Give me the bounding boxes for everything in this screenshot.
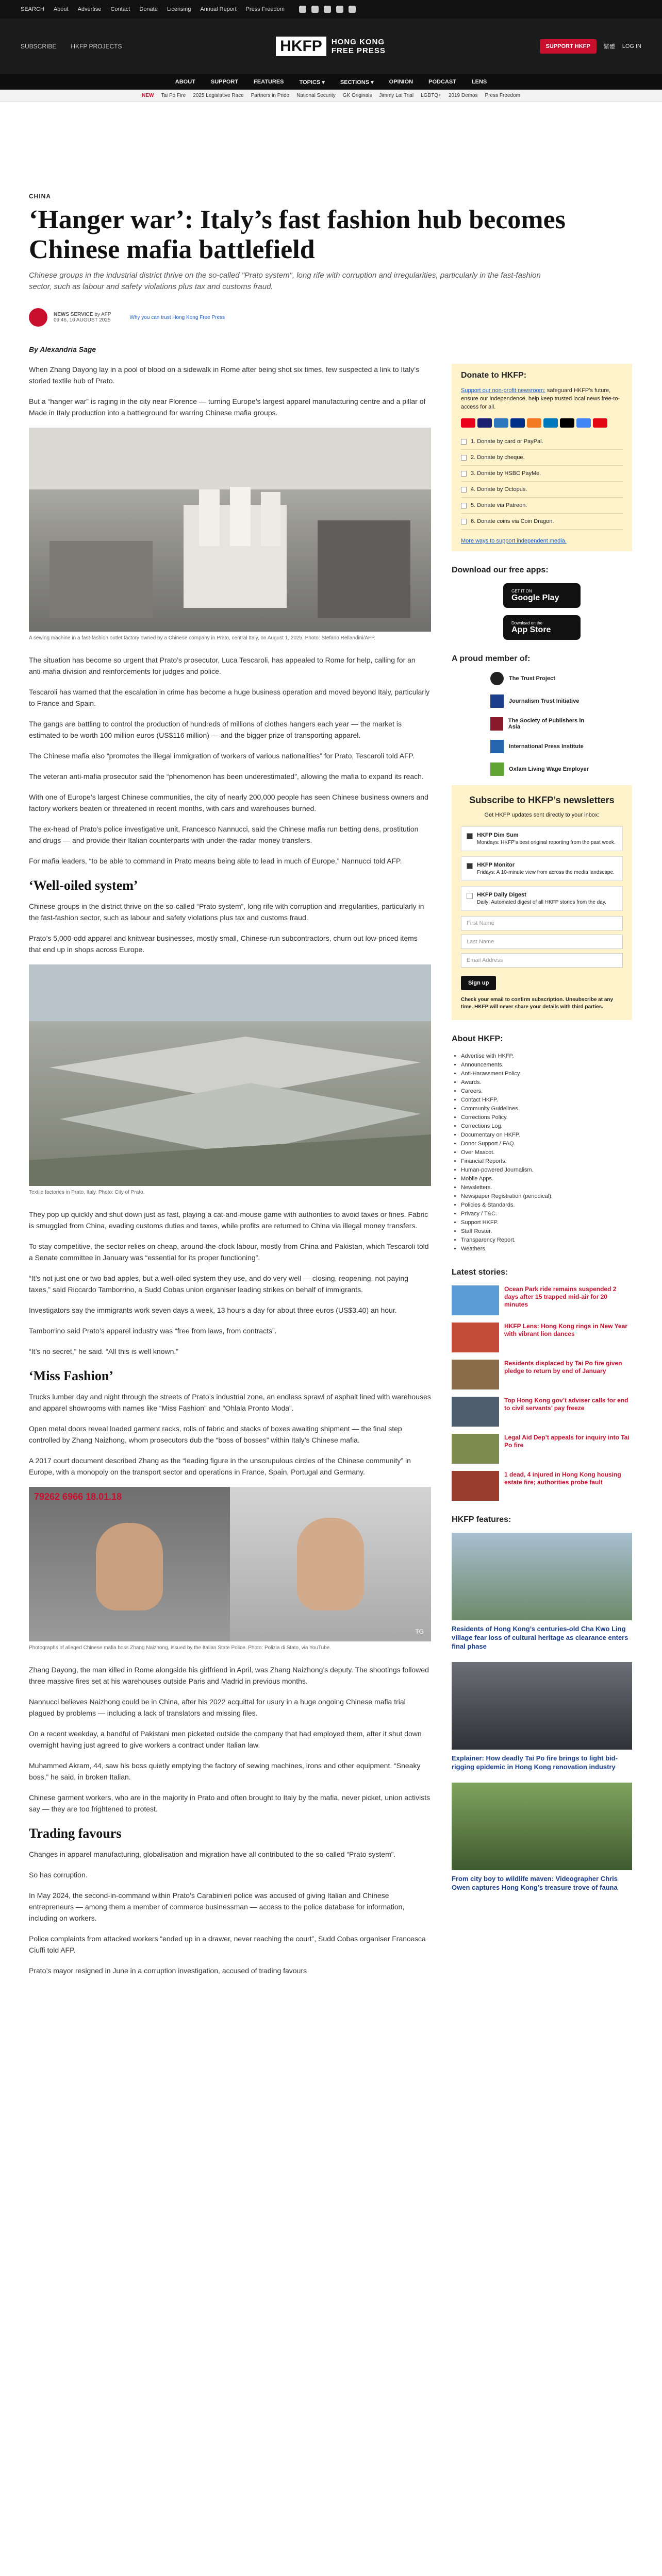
latest-story[interactable] xyxy=(452,1323,632,1352)
paragraph: The ex-head of Prato’s police investigative unit, Francesco Nannucci, said the Chinese mafia run betting dens, prostitution and drugs — and provide their Italian counterparts with under-the-radar money transfers. xyxy=(29,825,419,844)
story-thumbnail xyxy=(452,1434,499,1464)
youtube-icon[interactable] xyxy=(336,6,343,13)
about-link[interactable]: • Awards. xyxy=(461,1078,632,1087)
paragraph: So has corruption. xyxy=(29,1871,88,1879)
member-label: Journalism Trust Initiative xyxy=(509,698,580,704)
contact-link[interactable]: Contact xyxy=(110,6,130,12)
paragraph: In May 2024, the second-in-command within Prato’s Carabinieri police was accused of giving Italian and Chinese entrepreneurs — among them a member of commerce businessman — access to the police database for information, including on workers. xyxy=(29,1891,405,1922)
newsletter-title: Subscribe to HKFP’s newsletters xyxy=(469,795,615,805)
article-title: ‘Hanger war’: Italy’s fast fashion hub becomes Chinese mafia battlefield xyxy=(29,205,566,264)
checkbox-icon[interactable] xyxy=(467,833,473,839)
features-title: HKFP features: xyxy=(452,1515,511,1524)
paragraph: Tescaroli has warned that the escalation in crime has become a huge business operation and moved beyond Italy, particularly to France and Spain. xyxy=(29,688,430,707)
paragraph: Changes in apparel manufacturing, globalisation and migration have all contributed to the so-called “Prato system”. xyxy=(29,1850,396,1858)
newsletter-box xyxy=(452,785,632,1020)
agency: by AFP xyxy=(94,312,111,317)
photo-caption: Photographs of alleged Chinese mafia boss Zhang Naizhong, issued by the Italian State Police. Photo: Polizia di Stato, via YouTube. xyxy=(29,1645,332,1651)
about-link[interactable]: • Transparency Report. xyxy=(461,1236,632,1245)
donate-option[interactable] xyxy=(461,498,623,514)
logo-line2: FREE PRESS xyxy=(331,46,386,55)
donate-option-label: 4. Donate by Octopus. xyxy=(471,486,527,493)
login-link[interactable]: LOG IN xyxy=(622,43,641,49)
donate-title: Donate to HKFP: xyxy=(461,371,527,380)
advertise-link[interactable]: Advertise xyxy=(77,6,102,12)
email-input[interactable]: Email Address xyxy=(461,953,623,968)
latest-story[interactable] xyxy=(452,1434,632,1464)
trending-link[interactable]: National Security xyxy=(296,93,336,98)
main-nav xyxy=(0,74,662,90)
feature-image xyxy=(452,1533,632,1620)
member-ipi[interactable] xyxy=(490,740,593,753)
paragraph: Chinese groups in the district thrive on the so-called “Prato system”, long rife with corruption and irregularities, particularly in the fast-fashion sector, such as labour and safety violations plus tax and customs fraud. xyxy=(29,902,424,922)
mastercard-icon xyxy=(461,418,475,428)
radio-icon xyxy=(461,455,467,461)
nav-sections[interactable]: SECTIONS ▾ xyxy=(340,79,374,86)
site-header xyxy=(0,19,662,74)
radio-icon xyxy=(461,471,467,477)
paragraph: “It’s no secret,” he said. “All this is well known.” xyxy=(29,1347,178,1355)
feature-title[interactable]: Explainer: How deadly Tai Po fire brings to light bid-rigging epidemic in Hong Kong renovation industry xyxy=(452,1754,618,1771)
trending-link[interactable]: Tai Po Fire xyxy=(161,93,186,98)
section-heading: ‘Well-oiled system’ xyxy=(29,878,138,893)
radio-icon xyxy=(461,519,467,524)
member-jti[interactable] xyxy=(490,694,593,708)
latest-story[interactable] xyxy=(452,1285,632,1315)
about-link[interactable]: • Mobile Apps. xyxy=(461,1175,632,1183)
story-thumbnail xyxy=(452,1397,499,1427)
newsletter-name: HKFP Daily Digest xyxy=(477,892,526,898)
paragraph: Zhang Dayong, the man killed in Rome alongside his girlfriend in April, was Zhang Naizhong’s deputy. The shootings followed three massive fires set at his warehouses outside Paris and Madrid in previous months. xyxy=(29,1666,429,1685)
feature-item[interactable] xyxy=(452,1533,632,1651)
new-badge: NEW xyxy=(142,93,154,98)
about-link[interactable]: • Anti-Harassment Policy. xyxy=(461,1070,632,1078)
about-link[interactable]: • Newspaper Registration (periodical). xyxy=(461,1192,632,1201)
site-logo[interactable] xyxy=(276,37,386,56)
feature-item[interactable] xyxy=(452,1662,632,1771)
language-switch[interactable]: 繁體 xyxy=(603,44,615,50)
top-utility-bar xyxy=(0,0,662,19)
radio-icon xyxy=(461,503,467,509)
feature-image xyxy=(452,1662,632,1750)
donate-option[interactable] xyxy=(461,514,623,530)
about-link[interactable]: • Newsletters. xyxy=(461,1183,632,1192)
article-category[interactable]: CHINA xyxy=(29,193,51,200)
mugshot-photo xyxy=(29,1487,431,1641)
newsletter-desc-item: Mondays: HKFP's best original reporting from the past week. xyxy=(477,840,616,845)
paragraph: Trucks lumber day and night through the streets of Prato’s industrial zone, an endless sprawl of asphalt lined with warehouses and apparel showrooms with names like “Miss Fashion” and “Ohlala Pronto Moda”. xyxy=(29,1393,431,1412)
donate-link[interactable]: Donate xyxy=(139,6,158,12)
telegram-icon[interactable] xyxy=(349,6,356,13)
trending-link[interactable]: 2019 Demos xyxy=(448,93,478,98)
nav-support[interactable]: SUPPORT xyxy=(210,79,239,85)
radio-icon xyxy=(461,439,467,445)
radio-icon xyxy=(461,487,467,493)
member-title: A proud member of: xyxy=(452,654,531,663)
newsletter-desc-item: Daily: Automated digest of all HKFP stories from the day. xyxy=(477,900,606,905)
newsletter-option[interactable] xyxy=(461,886,623,911)
about-title: About HKFP: xyxy=(452,1035,503,1043)
donate-box xyxy=(452,364,632,551)
mugshot-tag: TG xyxy=(415,1628,424,1635)
donate-option-label: 1. Donate by card or PayPal. xyxy=(471,438,543,445)
about-link[interactable]: About xyxy=(53,6,69,12)
payment-icons xyxy=(461,418,623,428)
photo-caption: Textile factories in Prato, Italy. Photo: City of Prato. xyxy=(29,1190,145,1195)
story-thumbnail xyxy=(452,1471,499,1501)
latest-stories xyxy=(452,1285,632,1501)
about-link[interactable]: • Policies & Standards. xyxy=(461,1201,632,1210)
trust-project-icon xyxy=(490,672,504,685)
paragraph: Police complaints from attacked workers “ended up in a drawer, never reaching the court”, Sudd Cobas organiser Francesca Ciuffi told AFP. xyxy=(29,1935,426,1954)
twitter-icon[interactable] xyxy=(311,6,319,13)
about-link[interactable]: • Weathers. xyxy=(461,1245,632,1253)
aerial-photo-illustration xyxy=(29,964,431,1186)
donate-option[interactable] xyxy=(461,450,623,466)
newsletter-option[interactable] xyxy=(461,826,623,851)
article-author: By Alexandria Sage xyxy=(29,345,96,353)
trending-link[interactable]: 2025 Legislative Race xyxy=(193,93,244,98)
paragraph: The veteran anti-mafia prosecutor said the “phenomenon has been underestimated”, allowing the mafia to expand its reach. xyxy=(29,772,424,781)
store-big: Google Play xyxy=(511,593,559,602)
byline-row xyxy=(29,308,633,327)
nav-features[interactable]: FEATURES xyxy=(254,79,284,85)
subscribe-link[interactable]: SUBSCRIBE xyxy=(21,43,57,50)
amex-icon xyxy=(494,418,508,428)
latest-title: Latest stories: xyxy=(452,1268,508,1277)
story-title[interactable]: Legal Aid Dep’t appeals for inquiry into Tai Po fire xyxy=(504,1434,630,1449)
about-link[interactable]: • Over Mascot. xyxy=(461,1148,632,1157)
last-name-input[interactable]: Last Name xyxy=(461,935,623,949)
about-link[interactable]: • Announcements. xyxy=(461,1061,632,1070)
about-link[interactable]: • Community Guidelines. xyxy=(461,1105,632,1113)
paragraph: Investigators say the immigrants work seven days a week, 13 hours a day for about three euros (US$3.40) an hour. xyxy=(29,1306,397,1314)
member-label: The Trust Project xyxy=(509,675,555,682)
oxfam-icon xyxy=(490,762,504,776)
about-link[interactable]: • Corrections Log. xyxy=(461,1122,632,1131)
paragraph: Muhammed Akram, 44, saw his boss quietly emptying the factory of sewing machines, irons and other equipment. “Sneaky boss,” he said, in broken Italian. xyxy=(29,1761,421,1781)
sopa-icon xyxy=(490,717,503,731)
article-body xyxy=(29,364,431,1986)
newsletter-name: HKFP Monitor xyxy=(477,862,515,868)
aerial-photo xyxy=(29,964,431,1186)
nav-lens[interactable]: LENS xyxy=(471,79,487,85)
paragraph: But a “hanger war” is raging in the city near Florence — turning Europe’s largest apparel manufacturing centre and a pillar of Made in Italy production into a battleground for warring Chinese mafia groups. xyxy=(29,397,426,417)
paragraph: The Chinese mafia also “promotes the illegal immigration of workers of various nationalities” for Prato, Tescaroli told AFP. xyxy=(29,752,415,760)
checkbox-icon[interactable] xyxy=(467,863,473,869)
story-title[interactable]: Top Hong Kong gov’t adviser calls for end to civil servants’ pay freeze xyxy=(504,1397,628,1412)
annual-report-link[interactable]: Annual Report xyxy=(200,6,237,12)
feature-title[interactable]: From city boy to wildlife maven: Videographer Chris Owen captures Hong Kong’s treasure trove of fauna xyxy=(452,1875,618,1891)
feature-item[interactable] xyxy=(452,1783,632,1892)
donate-option-label: 2. Donate by cheque. xyxy=(471,454,525,461)
about-link[interactable]: • Documentary on HKFP. xyxy=(461,1131,632,1140)
source-name[interactable]: NEWS SERVICE xyxy=(54,312,93,317)
paragraph: Open metal doors reveal loaded garment racks, rolls of fabric and stacks of boxes awaiting shipment — the final step controlled by Zhang Naizhong, whom prosecutors dub the “boss of bosses” within Italy’s Chinese mafia. xyxy=(29,1425,402,1444)
mugshot-stamp: 79262 6966 18.01.18 xyxy=(34,1492,122,1502)
article-dek: Chinese groups in the industrial district thrive on the so-called "Prato system", long rife with corruption and irregularities, particularly in the fast-fashion sector, such as labour and safety violations plus tax and customs fraud. xyxy=(29,271,541,291)
mugshot-right xyxy=(230,1487,431,1641)
donate-intro xyxy=(461,386,623,411)
sidebar xyxy=(452,364,632,1986)
factory-photo xyxy=(29,428,431,632)
licensing-link[interactable]: Licensing xyxy=(167,6,191,12)
paragraph: For mafia leaders, “to be able to command in Prato means being able to lead in much of Europe,” Nannucci told AFP. xyxy=(29,857,402,865)
signup-button[interactable]: Sign up xyxy=(461,976,496,990)
latest-story[interactable] xyxy=(452,1471,632,1501)
google-pay-icon xyxy=(576,418,591,428)
story-title[interactable]: 1 dead, 4 injured in Hong Kong housing estate fire; authorities probe fault xyxy=(504,1471,621,1486)
paragraph: Prato’s 5,000-odd apparel and knitwear businesses, mostly small, Chinese-run subcontractors, churn out low-priced items that end up in shops across Europe. xyxy=(29,934,418,954)
member-trust-project[interactable] xyxy=(490,672,593,685)
apps-title: Download our free apps: xyxy=(452,566,549,574)
source-avatar xyxy=(29,308,47,327)
member-label: Oxfam Living Wage Employer xyxy=(509,766,589,772)
paragraph: With one of Europe’s largest Chinese communities, the city of nearly 200,000 people has seen Chinese business owners and factory workers beaten or threatened in recent months, with cars and warehouses burned. xyxy=(29,793,428,812)
search-link[interactable]: SEARCH xyxy=(21,6,44,12)
paragraph: The situation has become so urgent that Prato’s prosecutor, Luca Tescaroli, has appealed to Rome for help, calling for an anti-mafia division and reinforcements for judges and police. xyxy=(29,656,416,675)
diners-icon xyxy=(543,418,558,428)
member-label: The Society of Publishers in Asia xyxy=(508,718,585,730)
about-link[interactable]: • Corrections Policy. xyxy=(461,1113,632,1122)
paragraph: They pop up quickly and shut down just as fast, playing a cat-and-mouse game with authorities to avoid taxes or fines. Fabric is smuggled from China, evading customs duties and taxes, while profits are returned to China via illegal money transfers. xyxy=(29,1210,428,1230)
story-title[interactable]: Residents displaced by Tai Po fire given pledge to return by end of January xyxy=(504,1360,622,1375)
paragraph: Nannucci believes Naizhong could be in China, after his 2022 acquittal for usury in a huge ongoing Chinese mafia trial plagued by problems — including a lack of translators and missing files. xyxy=(29,1698,406,1717)
about-link[interactable]: • Careers. xyxy=(461,1087,632,1096)
instagram-icon[interactable] xyxy=(324,6,331,13)
paragraph: On a recent weekday, a handful of Pakistani men picketed outside the company that had employed them, after it shut down overnight having just agreed to give workers a contract under Italian law. xyxy=(29,1730,422,1749)
publish-date: 09:46, 10 AUGUST 2025 xyxy=(54,317,111,323)
donate-link[interactable]: Support our non-profit newsroom: xyxy=(461,387,545,394)
donate-option[interactable] xyxy=(461,466,623,482)
newsletter-name: HKFP Dim Sum xyxy=(477,832,519,838)
section-heading: Trading favours xyxy=(29,1826,122,1841)
unionpay-icon xyxy=(593,418,607,428)
donate-option-label: 5. Donate via Patreon. xyxy=(471,502,527,509)
newsletter-note: Check your email to confirm subscription. Unsubscribe at any time. HKFP will never share your details with third parties. xyxy=(461,997,614,1010)
factory-photo-illustration xyxy=(29,428,431,632)
trending-link[interactable]: Jimmy Lai Trial xyxy=(379,93,414,98)
store-small: GET IT ON xyxy=(511,588,532,594)
logo-text xyxy=(332,38,386,55)
about-link[interactable]: • Contact HKFP. xyxy=(461,1096,632,1105)
feature-title[interactable]: Residents of Hong Kong’s centuries-old Cha Kwo Ling village fear loss of cultural heritage as clearance enters final phase xyxy=(452,1625,628,1650)
paragraph: Prato’s mayor resigned in June in a corruption investigation, accused of trading favours xyxy=(29,1967,307,1975)
google-play-button[interactable] xyxy=(503,583,581,608)
paragraph: The gangs are battling to control the production of hundreds of millions of clothes hangers each year — the market is estimated to be worth 100 million euros (US$116 million) — and the bigger prize of transporting apparel. xyxy=(29,720,402,739)
mugshot-left xyxy=(29,1487,230,1641)
nav-podcast[interactable]: PODCAST xyxy=(428,79,456,85)
trending-link[interactable]: LGBTQ+ xyxy=(421,93,441,98)
story-thumbnail xyxy=(452,1285,499,1315)
latest-story[interactable] xyxy=(452,1360,632,1389)
paragraph: A 2017 court document described Zhang as the “leading figure in the unscrupulous circles of the Chinese community” in Europe, with a monopoly on the transport sector and operations in France, Spain, Portugal and Germany. xyxy=(29,1456,411,1476)
ipi-icon xyxy=(490,740,504,753)
about-link[interactable]: • Human-powered Journalism. xyxy=(461,1166,632,1175)
paragraph: Chinese garment workers, who are in the majority in Prato and often brought to Italy by the mafia, never picket, union activists say — they are too frightened to protest. xyxy=(29,1793,431,1813)
story-title[interactable]: Ocean Park ride remains suspended 2 days after 15 trapped mid-air for 20 minutes xyxy=(504,1285,617,1308)
about-link[interactable]: • Financial Reports. xyxy=(461,1157,632,1166)
first-name-input[interactable]: First Name xyxy=(461,916,623,930)
member-sopa[interactable] xyxy=(490,717,593,731)
section-heading: ‘Miss Fashion’ xyxy=(29,1368,113,1383)
social-icons xyxy=(299,6,356,13)
latest-story[interactable] xyxy=(452,1397,632,1427)
nav-opinion[interactable]: OPINION xyxy=(389,79,413,85)
story-thumbnail xyxy=(452,1323,499,1352)
story-thumbnail xyxy=(452,1360,499,1389)
nav-about[interactable]: ABOUT xyxy=(175,79,195,85)
logo-mark: HKFP xyxy=(276,37,326,56)
trending-bar xyxy=(0,90,662,102)
discover-icon xyxy=(527,418,541,428)
apple-pay-icon xyxy=(560,418,574,428)
nav-topics[interactable]: TOPICS ▾ xyxy=(299,79,325,86)
donate-option-label: 6. Donate coins via Coin Dragon. xyxy=(471,518,554,524)
trust-link[interactable]: Why you can trust Hong Kong Free Press xyxy=(129,314,225,320)
store-big: App Store xyxy=(511,625,551,634)
donate-option-label: 3. Donate by HSBC PayMe. xyxy=(471,470,541,477)
paragraph: “It’s not just one or two bad apples, but a well-oiled system they use, and do very well — closing, reopening, not paying taxes,” said Riccardo Tamborrino, a Sudd Cobas union organiser leading strikes on behalf of immigrants. xyxy=(29,1274,408,1294)
donate-option[interactable] xyxy=(461,482,623,498)
newsletter-desc-item: Fridays: A 10-minute view from across the media landscape. xyxy=(477,870,615,875)
newsletter-desc: Get HKFP updates sent directly to your inbox: xyxy=(484,812,600,818)
paypal-icon xyxy=(510,418,525,428)
paragraph: Tamborrino said Prato’s apparel industry was “free from laws, from contracts”. xyxy=(29,1327,277,1335)
trending-link[interactable]: Press Freedom xyxy=(485,93,520,98)
jti-icon xyxy=(490,694,504,708)
about-link[interactable]: • Advertise with HKFP. xyxy=(461,1052,632,1061)
donate-intro-text: safeguard HKFP’s future, ensure our independence, help keep trusted local news free-to-access for all. xyxy=(461,387,620,410)
donate-option[interactable] xyxy=(461,434,623,450)
support-hkfp-button[interactable]: SUPPORT HKFP xyxy=(540,39,597,54)
paragraph: When Zhang Dayong lay in a pool of blood on a sidewalk in Rome after being shot six times, few suspected a link to Italy’s storied textile hub of Prato. xyxy=(29,365,419,385)
trending-link[interactable]: GK Originals xyxy=(342,93,372,98)
photo-caption: A sewing machine in a fast-fashion outlet factory owned by a Chinese company in Prato, central Italy, on August 1, 2025. Photo: Stefano Rellandini/AFP. xyxy=(29,635,376,641)
store-small: Download on the xyxy=(511,620,543,625)
about-links xyxy=(452,1052,632,1253)
checkbox-icon[interactable] xyxy=(467,893,473,899)
member-label: International Press Institute xyxy=(509,743,584,750)
newsletter-option[interactable] xyxy=(461,856,623,881)
visa-icon xyxy=(477,418,492,428)
about-link[interactable]: • Support HKFP. xyxy=(461,1218,632,1227)
press-freedom-link[interactable]: Press Freedom xyxy=(245,6,285,12)
member-oxfam[interactable] xyxy=(490,762,593,776)
feature-image xyxy=(452,1783,632,1870)
trending-link[interactable]: Partners in Pride xyxy=(251,93,290,98)
about-link[interactable]: • Privacy / T&C. xyxy=(461,1210,632,1218)
about-link[interactable]: • Staff Roster. xyxy=(461,1227,632,1236)
app-store-button[interactable] xyxy=(503,615,581,640)
more-ways-link[interactable]: More ways to support independent media. xyxy=(461,538,567,544)
story-title[interactable]: HKFP Lens: Hong Kong rings in New Year with vibrant lion dances xyxy=(504,1323,627,1337)
paragraph: To stay competitive, the sector relies on cheap, around-the-clock labour, mostly from China and Pakistan, which Tescaroli told a Senate committee in January was “essential for its proper functioning”. xyxy=(29,1242,429,1262)
about-link[interactable]: • Donor Support / FAQ. xyxy=(461,1140,632,1148)
projects-link[interactable]: HKFP PROJECTS xyxy=(71,43,122,50)
facebook-icon[interactable] xyxy=(299,6,306,13)
logo-line1: HONG KONG xyxy=(331,38,385,46)
